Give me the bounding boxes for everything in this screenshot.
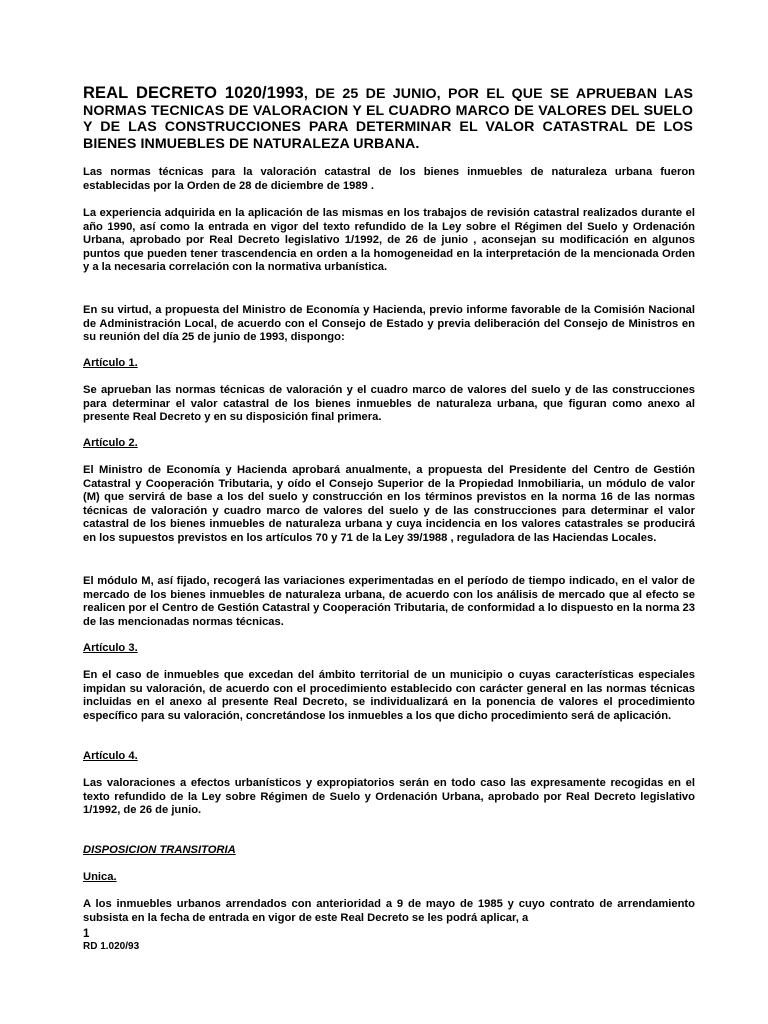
footer-reference: RD 1.020/93 <box>83 941 140 952</box>
preamble-paragraph-1: Las normas técnicas para la valoración catastral de los bienes inmuebles de naturaleza urbana fueron establecidas por la Orden de 28 de diciembre de 1989 . <box>83 166 695 192</box>
article-3-paragraph-1: En el caso de inmuebles que excedan del ámbito territorial de un municipio o cuyas características especiales impidan su valoración, de acuerdo con el procedimiento establecido con carácter general en las normas técnicas incluidas en el anexo al presente Real Decreto, se individualizará en la ponencia de valores el procedimiento específico para su valoración, concretándose los inmuebles a los que dicho procedimiento será de aplicación. <box>83 669 695 722</box>
transitional-subheading: Unica. <box>83 871 117 883</box>
article-4-paragraph-1: Las valoraciones a efectos urbanísticos y expropiatorios serán en todo caso las expresamente recogidas en el texto refundido de la Ley sobre Régimen de Suelo y Ordenación Urbana, aprobado por Real Decreto legislativo 1/1992, de 26 de junio. <box>83 777 695 816</box>
decree-number: REAL DECRETO 1020/1993 <box>83 84 304 102</box>
article-2-heading: Artículo 2. <box>83 437 138 449</box>
transitional-paragraph: A los inmuebles urbanos arrendados con anterioridad a 9 de mayo de 1985 y cuyo contrato de arrendamiento subsista en la fecha de entrada en vigor de este Real Decreto se les podrá aplicar, a <box>83 898 695 924</box>
article-1-paragraph-1: Se aprueban las normas técnicas de valoración y el cuadro marco de valores del suelo y de las construcciones para determinar el valor catastral de los bienes inmuebles de naturaleza urbana, que figuran como anexo al presente Real Decreto y en su disposición final primera. <box>83 384 695 423</box>
preamble-paragraph-2: La experiencia adquirida en la aplicación de las mismas en los trabajos de revisión catastral realizados durante el año 1990, así como la entrada en vigor del texto refundido de la Ley sobre el Régimen del Suelo y Ordenación Urbana, aprobado por Real Decreto legislativo 1/1992, de 26 de junio , aconsejan su modificación en algunos puntos que pueden tener trascendencia en orden a la homogeneidad en la interpretación de la mencionada Orden y a la necesaria correlación con la normativa urbanística. <box>83 207 695 273</box>
article-3-heading: Artículo 3. <box>83 642 138 654</box>
article-2-paragraph-1: El Ministro de Economía y Hacienda aprobará anualmente, a propuesta del Presidente del Centro de Gestión Catastral y Cooperación Tributaria, y oído el Consejo Superior de la Propiedad Inmobiliaria, un módulo de valor (M) que servirá de base a los del suelo y construcción en los términos previstos en la norma 16 de las normas técnicas de valoración y cuadro marco de valores del suelo y de las construcciones para determinar el valor catastral de los bienes inmuebles de naturaleza urbana y cuya incidencia en los valores catastrales se producirá en los supuestos previstos en los artículos 70 y 71 de la Ley 39/1988 , reguladora de las Haciendas Locales. <box>83 464 695 544</box>
article-4-heading: Artículo 4. <box>83 750 138 762</box>
decree-title <box>83 85 693 152</box>
page-number: 1 <box>83 928 90 940</box>
preamble-paragraph-3: En su virtud, a propuesta del Ministro de Economía y Hacienda, previo informe favorable de la Comisión Nacional de Administración Local, de acuerdo con el Consejo de Estado y previa deliberación del Consejo de Ministros en su reunión del día 25 de junio de 1993, dispongo: <box>83 304 695 343</box>
article-1-heading: Artículo 1. <box>83 357 138 369</box>
article-2-paragraph-2: El módulo M, así fijado, recogerá las variaciones experimentadas en el período de tiempo indicado, en el valor de mercado de los bienes inmuebles de naturaleza urbana, de acuerdo con los análisis de mercado que al efecto se realicen por el Centro de Gestión Catastral y Cooperación Tributaria, de conformidad a lo dispuesto en la norma 23 de las mencionadas normas técnicas. <box>83 575 695 628</box>
decree-title-rest: , DE 25 DE JUNIO, POR EL QUE SE APRUEBAN LAS NORMAS TECNICAS DE VALORACION Y EL CUADRO MARCO DE VALORES DEL SUELO Y DE LAS CONSTRUCCIONES PARA DETERMINAR EL VALOR CATASTRAL DE LOS BIENES INMUEBLES DE NATURALEZA URBANA. <box>83 86 694 152</box>
transitional-heading: DISPOSICION TRANSITORIA <box>83 844 236 856</box>
